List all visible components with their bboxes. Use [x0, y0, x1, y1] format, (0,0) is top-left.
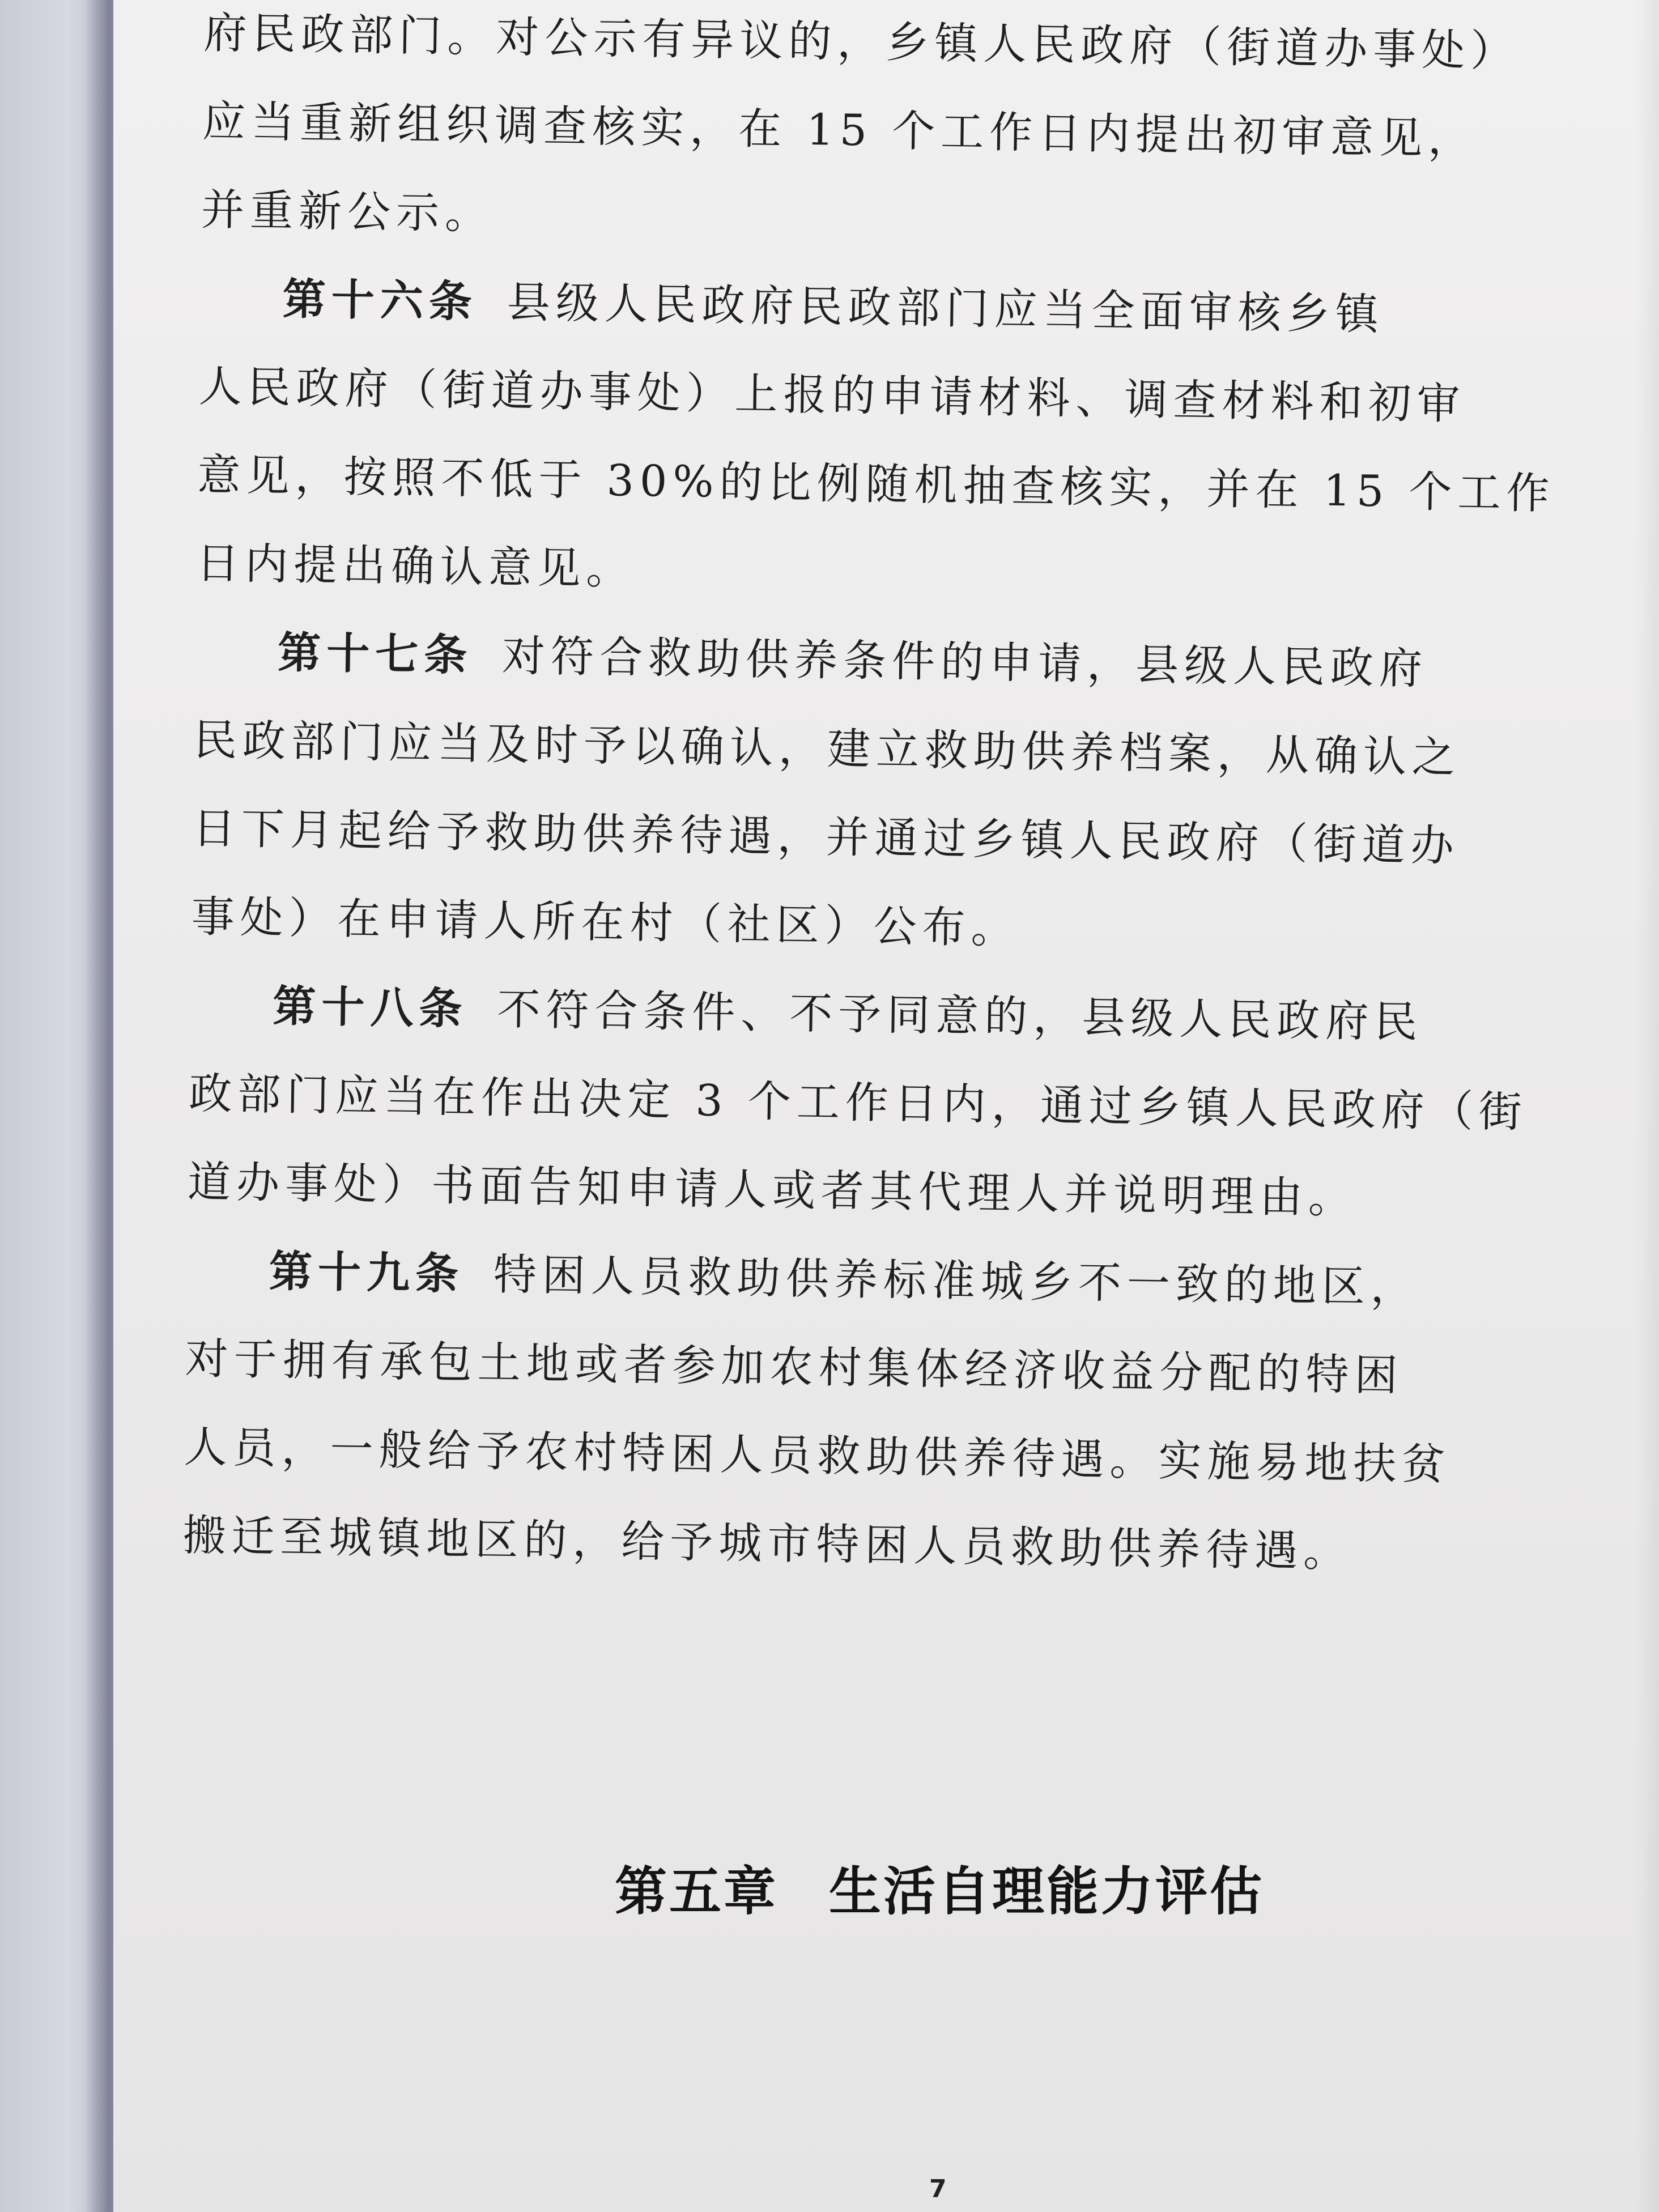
text-segment: 县级人民政府民政部门应当全面审核乡镇: [507, 276, 1385, 340]
text-segment: 特困人员救助供养标准城乡不一致的地区，: [493, 1249, 1420, 1313]
document-page: [113, 0, 1659, 2212]
text-line: 道办事处）书面告知申请人或者其代理人并说明理由。: [187, 1156, 1358, 1223]
text-line: 并重新公示。: [201, 184, 494, 239]
text-line: 人民政府（街道办事处）上报的申请材料、调查材料和初审: [198, 360, 1466, 429]
text-line: 政部门应当在作出决定 3 个工作日内，通过乡镇人民政府（街: [188, 1067, 1528, 1137]
page-number: 7: [929, 2175, 947, 2204]
chapter-number: 第五章: [615, 1861, 779, 1922]
text-line: 意见，按照不低于 30%的比例随机抽查核实，并在 15 个工作: [197, 449, 1556, 519]
text-line: 事处）在申请人所在村（社区）公布。: [191, 891, 1020, 954]
page-body: [182, 7, 1564, 1621]
text-line: 日下月起给予救助供养待遇，并通过乡镇人民政府（街道办: [192, 802, 1460, 871]
article-16-first-line: [199, 273, 1560, 340]
text-segment: 不符合条件、不予同意的，县级人民政府民: [496, 984, 1423, 1048]
article-label: 第十七条: [277, 627, 473, 680]
chapter-title: 生活自理能力评估: [829, 1861, 1265, 1922]
chapter-heading: [615, 1850, 1264, 1925]
article-label: 第十六条: [282, 273, 478, 327]
article-label: 第十九条: [269, 1245, 465, 1299]
text-line: 人员，一般给予农村特困人员救助供养待遇。实施易地扶贫: [184, 1421, 1452, 1490]
text-line: 日内提出确认意见。: [195, 537, 635, 594]
article-19-first-line: [186, 1245, 1546, 1313]
text-line: 民政部门应当及时予以确认，建立救助供养档案，从确认之: [193, 714, 1461, 783]
text-segment: 对符合救助供养条件的申请，县级人民政府: [501, 630, 1428, 694]
article-17-first-line: [195, 627, 1555, 694]
text-line: 搬迁至城镇地区的，给予城市特困人员救助供养待遇。: [182, 1509, 1352, 1577]
text-line: 府民政部门。对公示有异议的，乡镇人民政府（街道办事处）: [203, 7, 1520, 76]
text-line: 对于拥有承包土地或者参加农村集体经济收益分配的特困: [185, 1333, 1404, 1401]
article-label: 第十八条: [272, 980, 469, 1034]
text-line: 应当重新组织调查核实，在 15 个工作日内提出初审意见，: [202, 95, 1477, 164]
article-18-first-line: [190, 980, 1550, 1048]
